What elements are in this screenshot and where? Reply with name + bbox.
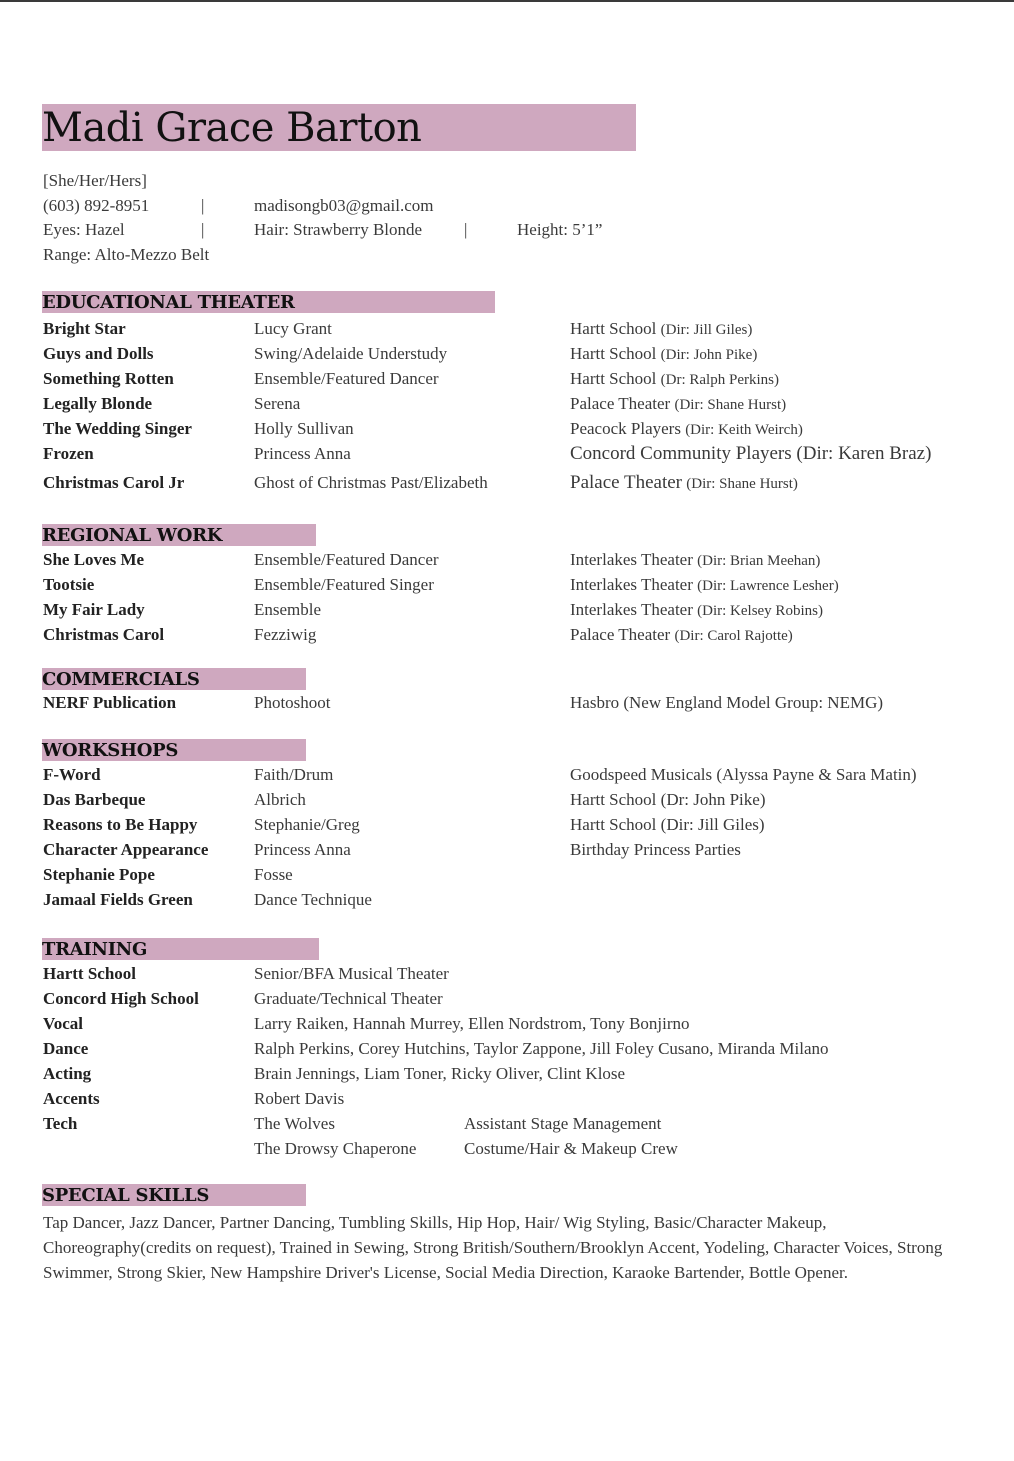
section-heading: COMMERCIALS bbox=[42, 668, 306, 690]
tech-role: Costume/Hair & Makeup Crew bbox=[464, 1138, 678, 1158]
role: Ensemble/Featured Singer bbox=[254, 574, 434, 594]
venue-name: Hartt School bbox=[570, 343, 657, 363]
venue: Goodspeed Musicals (Alyssa Payne & Sara Matin) bbox=[570, 764, 917, 784]
commercials-section bbox=[43, 668, 983, 716]
director: (Dir: Lawrence Lesher) bbox=[697, 577, 839, 594]
show-title: Stephanie Pope bbox=[43, 864, 155, 884]
venue bbox=[570, 548, 820, 573]
resume-name: Madi Grace Barton bbox=[42, 104, 422, 151]
director: (Dir: Brian Meehan) bbox=[697, 552, 821, 569]
role: Ensemble bbox=[254, 599, 322, 619]
venue: Hasbro (New England Model Group: NEMG) bbox=[570, 692, 884, 712]
credit-row bbox=[43, 763, 983, 788]
venue-name: Palace Theater bbox=[570, 624, 671, 644]
separator: | bbox=[201, 195, 205, 215]
venue bbox=[570, 471, 798, 496]
venue bbox=[570, 623, 793, 648]
phone-email-line bbox=[43, 194, 983, 219]
role: Princess Anna bbox=[254, 443, 351, 463]
show-title: Legally Blonde bbox=[43, 393, 153, 413]
show-title: Character Appearance bbox=[43, 839, 209, 859]
venue bbox=[570, 417, 803, 442]
credit-row bbox=[43, 813, 983, 838]
role: Faith/Drum bbox=[254, 764, 334, 784]
training-label: Concord High School bbox=[43, 988, 199, 1008]
venue-name: Palace Theater bbox=[570, 471, 682, 493]
eyes: Eyes: Hazel bbox=[43, 220, 125, 240]
show-title: Frozen bbox=[43, 443, 94, 463]
credit-row bbox=[43, 623, 983, 648]
venue: Birthday Princess Parties bbox=[570, 839, 741, 859]
director: (Dir: Jill Giles) bbox=[660, 321, 753, 338]
range-line bbox=[43, 243, 983, 268]
training-row bbox=[43, 1137, 983, 1162]
show-title: NERF Publication bbox=[43, 692, 177, 712]
section-heading: REGIONAL WORK bbox=[42, 524, 316, 546]
skills-text: Tap Dancer, Jazz Dancer, Partner Dancing, Tumbling Skills, Hip Hop, Hair/ Wig Styling, Basic/Character Makeup, Choreography(credits on request), Trained in Sewing, Strong British/Southern/Brooklyn Accent, Yodeling, Character Voices, Strong Swimmer, Strong Skier, New Hampshire Driver's License, Social Media Direction, Karaoke Bartender, Bottle Opener. bbox=[43, 1212, 943, 1282]
section-heading: EDUCATIONAL THEATER bbox=[42, 291, 495, 313]
training-list bbox=[43, 962, 983, 1162]
role: Serena bbox=[254, 393, 301, 413]
credit-row bbox=[43, 838, 983, 863]
venue bbox=[570, 317, 752, 342]
show-title: My Fair Lady bbox=[43, 599, 145, 619]
credit-row bbox=[43, 863, 983, 888]
tech-role: Assistant Stage Management bbox=[464, 1113, 662, 1133]
director: (Dir: John Pike) bbox=[660, 346, 758, 363]
appearance-line bbox=[43, 218, 983, 243]
height: Height: 5’1” bbox=[517, 220, 603, 240]
director: (Dir: Keith Weirch) bbox=[685, 421, 803, 438]
training-value: Graduate/Technical Theater bbox=[254, 988, 443, 1008]
role: Princess Anna bbox=[254, 839, 351, 859]
director: (Dir: Shane Hurst) bbox=[686, 475, 798, 492]
credit-row bbox=[43, 598, 983, 623]
training-label: Accents bbox=[43, 1088, 100, 1108]
venue-name: Interlakes Theater bbox=[570, 574, 693, 594]
credit-row bbox=[43, 392, 983, 417]
role: Ensemble/Featured Dancer bbox=[254, 549, 439, 569]
director: (Dir: Carol Rajotte) bbox=[674, 627, 793, 644]
pronouns: [She/Her/Hers] bbox=[43, 171, 147, 190]
venue bbox=[570, 367, 779, 392]
show-title: Christmas Carol bbox=[43, 624, 165, 644]
credit-row bbox=[43, 367, 983, 392]
hair: Hair: Strawberry Blonde bbox=[254, 220, 423, 240]
credit-row bbox=[43, 317, 983, 342]
role: Dance Technique bbox=[254, 889, 372, 909]
venue bbox=[570, 342, 757, 367]
training-row bbox=[43, 987, 983, 1012]
training-row bbox=[43, 1037, 983, 1062]
training-label: Hartt School bbox=[43, 963, 137, 983]
venue-name: Interlakes Theater bbox=[570, 549, 693, 569]
show-title: Jamaal Fields Green bbox=[43, 889, 193, 909]
show-title: The Wedding Singer bbox=[43, 418, 192, 438]
special-skills-section bbox=[43, 1184, 983, 1285]
credit-row bbox=[43, 888, 983, 913]
show-title: Guys and Dolls bbox=[43, 343, 154, 363]
training-row bbox=[43, 1062, 983, 1087]
credit-list bbox=[43, 763, 983, 913]
credit-list bbox=[43, 317, 983, 496]
director: (Dir: Karen Braz) bbox=[796, 442, 932, 464]
name-banner bbox=[42, 104, 636, 151]
role: Stephanie/Greg bbox=[254, 814, 360, 834]
regional-work-section bbox=[43, 524, 983, 648]
show-title: F-Word bbox=[43, 764, 101, 784]
section-heading: SPECIAL SKILLS bbox=[42, 1184, 306, 1206]
venue-name: Hartt School bbox=[570, 318, 657, 338]
venue bbox=[570, 598, 823, 623]
training-row bbox=[43, 1012, 983, 1037]
tech-show: The Wolves bbox=[254, 1113, 335, 1133]
show-title: Das Barbeque bbox=[43, 789, 146, 809]
role: Swing/Adelaide Understudy bbox=[254, 343, 448, 363]
credit-row bbox=[43, 788, 983, 813]
educational-theater-section bbox=[43, 291, 983, 496]
separator: | bbox=[464, 220, 468, 240]
training-label: Tech bbox=[43, 1113, 78, 1133]
credit-row bbox=[43, 342, 983, 367]
venue: Hartt School (Dir: Jill Giles) bbox=[570, 814, 765, 834]
training-value: Larry Raiken, Hannah Murrey, Ellen Nordstrom, Tony Bonjirno bbox=[254, 1013, 690, 1033]
role: Albrich bbox=[254, 789, 306, 809]
role: Lucy Grant bbox=[254, 318, 332, 338]
training-row bbox=[43, 1112, 983, 1137]
training-label: Dance bbox=[43, 1038, 89, 1058]
show-title: Tootsie bbox=[43, 574, 95, 594]
venue bbox=[570, 392, 786, 417]
credit-row bbox=[43, 691, 983, 716]
credit-row bbox=[43, 573, 983, 598]
credit-row bbox=[43, 548, 983, 573]
vocal-range: Range: Alto-Mezzo Belt bbox=[43, 245, 210, 265]
role: Holly Sullivan bbox=[254, 418, 354, 438]
training-value: Robert Davis bbox=[254, 1088, 345, 1108]
venue-name: Concord Community Players bbox=[570, 442, 792, 464]
training-label: Acting bbox=[43, 1063, 92, 1083]
show-title: Reasons to Be Happy bbox=[43, 814, 198, 834]
phone: (603) 892-8951 bbox=[43, 195, 150, 215]
venue-name: Peacock Players bbox=[570, 418, 681, 438]
resume-page bbox=[43, 104, 983, 1285]
credit-row bbox=[43, 417, 983, 442]
credit-row bbox=[43, 471, 983, 496]
credit-list bbox=[43, 548, 983, 648]
show-title: Something Rotten bbox=[43, 368, 174, 388]
page-top-border bbox=[0, 0, 1014, 2]
role: Fezziwig bbox=[254, 624, 317, 644]
venue bbox=[570, 442, 931, 466]
training-value: Senior/BFA Musical Theater bbox=[254, 963, 449, 983]
pronouns-line bbox=[43, 169, 983, 194]
venue bbox=[570, 573, 839, 598]
role: Fosse bbox=[254, 864, 293, 884]
venue-name: Palace Theater bbox=[570, 393, 671, 413]
venue-name: Hartt School bbox=[570, 368, 657, 388]
show-title: Christmas Carol Jr bbox=[43, 472, 185, 492]
contact-block bbox=[43, 169, 983, 268]
section-heading: WORKSHOPS bbox=[42, 739, 306, 761]
director: (Dir: Shane Hurst) bbox=[674, 396, 787, 413]
show-title: Bright Star bbox=[43, 318, 126, 338]
director: (Dir: Kelsey Robins) bbox=[697, 602, 823, 619]
training-value: Brain Jennings, Liam Toner, Ricky Oliver, Clint Klose bbox=[254, 1063, 626, 1083]
credit-row bbox=[43, 442, 983, 471]
credit-list bbox=[43, 691, 983, 716]
email: madisongb03@gmail.com bbox=[254, 195, 434, 215]
tech-show: The Drowsy Chaperone bbox=[254, 1138, 417, 1158]
section-heading: TRAINING bbox=[42, 938, 319, 960]
separator: | bbox=[201, 220, 205, 240]
training-row bbox=[43, 1087, 983, 1112]
director: (Dr: Ralph Perkins) bbox=[660, 371, 779, 388]
venue: Hartt School (Dr: John Pike) bbox=[570, 789, 766, 809]
workshops-section bbox=[43, 739, 983, 913]
role: Ensemble/Featured Dancer bbox=[254, 368, 439, 388]
role: Ghost of Christmas Past/Elizabeth bbox=[254, 472, 488, 492]
training-section bbox=[43, 938, 983, 1162]
show-title: She Loves Me bbox=[43, 549, 145, 569]
role: Photoshoot bbox=[254, 692, 331, 712]
training-label: Vocal bbox=[43, 1013, 83, 1033]
venue-name: Interlakes Theater bbox=[570, 599, 693, 619]
training-value: Ralph Perkins, Corey Hutchins, Taylor Zappone, Jill Foley Cusano, Miranda Milano bbox=[254, 1038, 829, 1058]
training-row bbox=[43, 962, 983, 987]
